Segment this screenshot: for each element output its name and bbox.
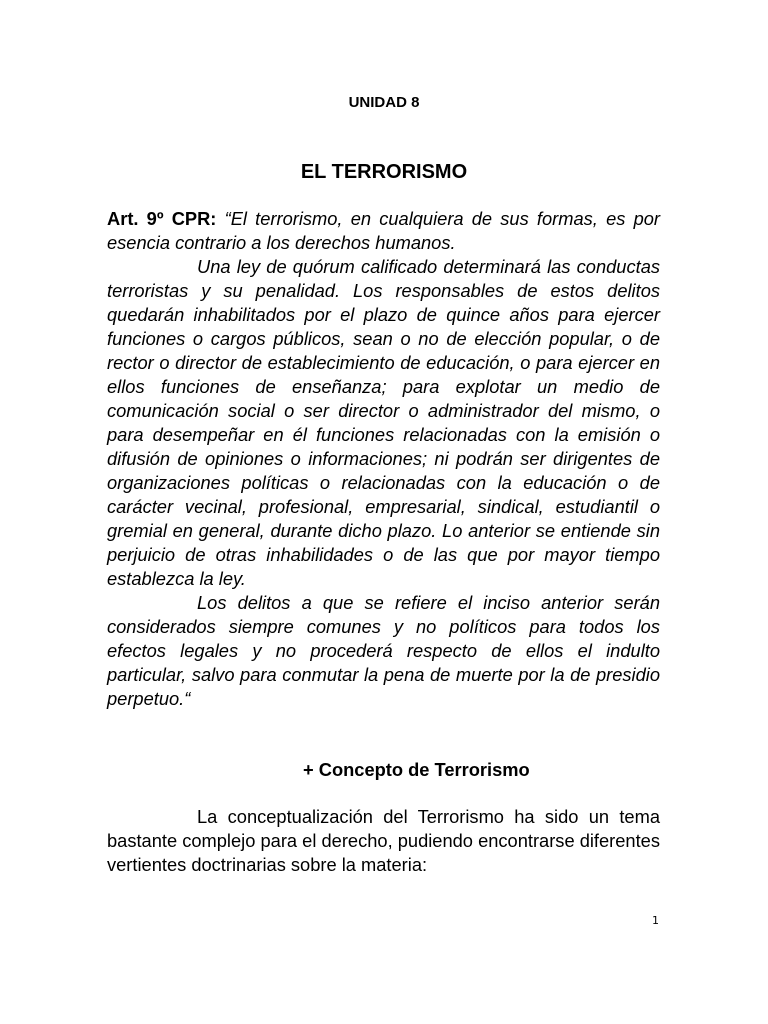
unit-heading: UNIDAD 8 [348,94,420,111]
chapter-title: EL TERRORISMO [300,161,468,183]
page-number: 1 [652,914,659,927]
article-paragraph-3: Los delitos a que se refiere el inciso anterior serán considerados siempre comunes y no políticos para todos los efectos legales y no procederá respecto de ellos el indulto particular, salvo para conmutar la pena de muerte por la de presidio perpetuo.“ [107,592,660,709]
concept-block [107,805,660,877]
article-block [107,207,660,711]
article-paragraph-2: Una ley de quórum calificado determinará las conductas terroristas y su penalidad. Los responsables de estos delitos quedarán inhabilitados por el plazo de quince años para ejercer funciones o cargos públicos, sean o no de elección popular, o de rector o director de establecimiento de educación, o para ejercer en ellos funciones de enseñanza; para explotar un medio de comunicación social o ser director o administrador del mismo, o para desempeñar en él funciones relacionadas con la emisión o difusión de opiniones o informaciones; ni podrán ser dirigentes de organizaciones políticas o relacionadas con la educación o de carácter vecinal, profesional, empresarial, sindical, estudiantil o gremial en general, durante dicho plazo. Lo anterior se entiende sin perjuicio de otras inhabilidades o de las que por mayor tiempo establezca la ley. [107,256,660,589]
article-paragraph-1 [107,207,660,255]
concept-paragraph: La conceptualización del Terrorismo ha sido un tema bastante complejo para el derecho, pudiendo encontrarse diferentes vertientes doctrinarias sobre la materia: [107,806,660,875]
article-quote-1: “El terrorismo, en cualquiera de sus formas, es por esencia contrario a los derechos humanos. [107,208,660,253]
article-label: Art. 9º CPR: [107,208,217,229]
section-heading: + Concepto de Terrorismo [303,759,530,780]
